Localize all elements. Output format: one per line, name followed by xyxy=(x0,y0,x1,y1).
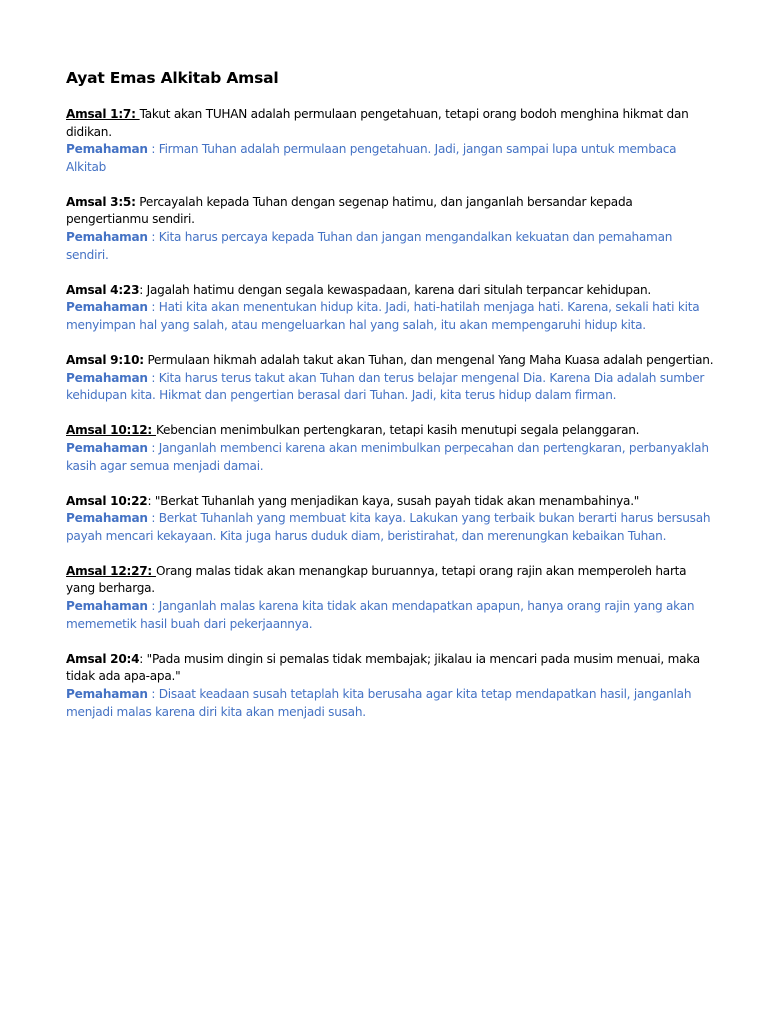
verse-entry xyxy=(66,422,718,475)
understanding-text xyxy=(66,686,718,721)
verse-entry xyxy=(66,493,718,546)
understanding-body: : Hati kita akan menentukan hidup kita. Jadi, hati-hatilah menjaga hati. Karena, sekali hati kita menyimpan hal yang salah, atau mengeluarkan hal yang salah, itu akan mempengaruhi hidup kita. xyxy=(66,300,700,332)
verse-entry xyxy=(66,563,718,633)
understanding-label: Pemahaman xyxy=(66,370,148,385)
verse-entry xyxy=(66,106,718,176)
understanding-body: : Disaat keadaan susah tetaplah kita berusaha agar kita tetap mendapatkan hasil, janganlah menjadi malas karena diri kita akan menjadi susah. xyxy=(66,686,692,719)
verse-body: Permulaan hikmah adalah takut akan Tuhan, dan mengenal Yang Maha Kuasa adalah pengertian. xyxy=(143,353,714,368)
understanding-text xyxy=(66,229,718,264)
verse-body: : Jagalah hatimu dengan segala kewaspadaan, karena dari situlah terpancar kehidupan. xyxy=(139,282,652,297)
understanding-body: : Kita harus percaya kepada Tuhan dan jangan mengandalkan kekuatan dan pemahaman sendiri. xyxy=(66,230,673,262)
understanding-label: Pemahaman xyxy=(66,142,148,157)
verse-text xyxy=(66,493,718,511)
verse-text xyxy=(66,422,718,440)
verse-entry xyxy=(66,352,718,405)
verse-reference: Amsal 20:4 xyxy=(66,651,140,666)
understanding-text xyxy=(66,598,718,633)
verse-text xyxy=(66,651,718,686)
verse-text xyxy=(66,352,718,370)
understanding-label: Pemahaman xyxy=(66,599,148,614)
understanding-text xyxy=(66,370,718,405)
verse-reference: Amsal 1:7: xyxy=(66,107,140,121)
understanding-body: : Janganlah membenci karena akan menimbulkan perpecahan dan pertengkaran, perbanyaklah kasih agar semua menjadi damai. xyxy=(66,440,709,473)
verse-reference: Amsal 12:27: xyxy=(66,563,156,578)
verse-reference: Amsal 3:5: xyxy=(66,194,136,209)
understanding-body: : Firman Tuhan adalah permulaan pengetahuan. Jadi, jangan sampai lupa untuk membaca Alkitab xyxy=(66,142,677,174)
understanding-text xyxy=(66,299,718,334)
understanding-label: Pemahaman xyxy=(66,230,148,245)
verse-reference: Amsal 9:10: xyxy=(66,353,144,368)
understanding-label: Pemahaman xyxy=(66,300,148,315)
verse-body: : "Pada musim dingin si pemalas tidak membajak; jikalau ia mencari pada musim menuai, maka tidak ada apa-apa." xyxy=(66,651,700,684)
verse-entry xyxy=(66,282,718,335)
understanding-text xyxy=(66,440,718,475)
document-title: Ayat Emas Alkitab Amsal xyxy=(66,69,279,87)
verse-text xyxy=(66,106,718,141)
verse-text xyxy=(66,282,718,300)
verse-text xyxy=(66,563,718,598)
verse-reference: Amsal 4:23 xyxy=(66,282,140,297)
understanding-label: Pemahaman xyxy=(66,686,148,701)
verse-reference: Amsal 10:22 xyxy=(66,493,148,508)
understanding-body: : Kita harus terus takut akan Tuhan dan terus belajar mengenal Dia. Karena Dia adalah sumber kehidupan kita. Hikmat dan pengertian berasal dari Tuhan. Jadi, kita terus hidup dalam firman. xyxy=(66,370,705,403)
understanding-text xyxy=(66,141,718,176)
verse-body: Kebencian menimbulkan pertengkaran, tetapi kasih menutupi segala pelanggaran. xyxy=(155,423,640,438)
understanding-text xyxy=(66,510,718,545)
verse-reference: Amsal 10:12: xyxy=(66,423,156,438)
verse-body: Orang malas tidak akan menangkap buruannya, tetapi orang rajin akan memperoleh harta yang berharga. xyxy=(66,563,687,596)
understanding-body: : Janganlah malas karena kita tidak akan mendapatkan apapun, hanya orang rajin yang akan mememetik hasil buah dari pekerjaannya. xyxy=(66,599,695,631)
verse-text xyxy=(66,194,718,229)
understanding-body: : Berkat Tuhanlah yang membuat kita kaya. Lakukan yang terbaik bukan berarti harus bersusah payah mencari kekayaan. Kita juga harus duduk diam, beristirahat, dan merenungkan kebaikan Tuhan. xyxy=(66,511,711,543)
verse-entry xyxy=(66,651,718,721)
verse-body: : "Berkat Tuhanlah yang menjadikan kaya, susah payah tidak akan menambahinya." xyxy=(147,493,640,508)
understanding-label: Pemahaman xyxy=(66,440,148,455)
understanding-label: Pemahaman xyxy=(66,511,148,526)
verse-body: Takut akan TUHAN adalah permulaan pengetahuan, tetapi orang bodoh menghina hikmat dan didikan. xyxy=(66,107,689,139)
verse-entry xyxy=(66,194,718,264)
verse-body: Percayalah kepada Tuhan dengan segenap hatimu, dan janganlah bersandar kepada pengertianmu sendiri. xyxy=(66,194,633,227)
